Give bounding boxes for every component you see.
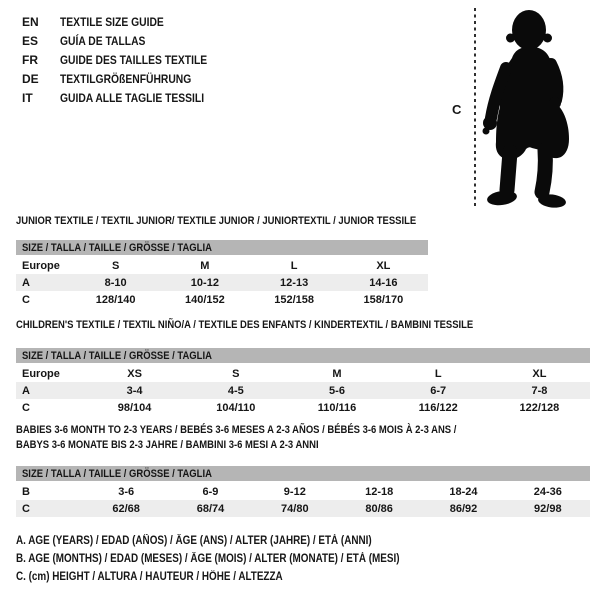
size-cell: 5-6 [329,384,345,397]
size-cell: S [111,259,120,272]
row-label: C [22,293,30,306]
table-row [16,483,590,500]
row-label: B [22,485,30,498]
size-cell: M [332,367,342,380]
size-cell: 10-12 [190,276,219,289]
footnote-c: C. (cm) HEIGHT / ALTURA / HAUTEUR / HÖHE / ALTEZZA [16,571,283,583]
size-cell: 104/110 [216,401,256,414]
footnotes [16,532,462,586]
table-row [16,365,590,382]
table-title: BABIES 3-6 MONTH TO 2-3 YEARS / BEBÉS 3-6 MESES A 2-3 AÑOS / BÉBÉS 3-6 MOIS À 2-3 ANS / [16,424,457,436]
size-cell: 86/92 [449,502,478,515]
size-cell: 8-10 [104,276,127,289]
size-cell: XL [532,367,547,380]
row-label: A [22,384,30,397]
size-header-bar [16,348,590,363]
table-title: JUNIOR TEXTILE / TEXTIL JUNIOR/ TEXTILE JUNIOR / JUNIORTEXTIL / JUNIOR TESSILE [16,215,417,227]
size-cell: 116/122 [418,401,458,414]
size-cell: M [200,259,210,272]
size-header-bar [16,466,590,481]
size-cell: 18-24 [449,485,478,498]
row-label: C [22,401,30,414]
size-cell: 158/170 [363,293,404,306]
size-cell: 140/152 [184,293,225,306]
size-cell: 9-12 [283,485,306,498]
size-cell: 12-13 [280,276,309,289]
language-code: DE [22,71,39,86]
table-title: BABYS 3-6 MONATE BIS 2-3 JAHRE / BAMBINI 3-6 MESI A 2-3 ANNI [16,439,319,451]
language-row [22,31,231,50]
language-row [22,69,231,88]
size-cell: 4-5 [227,384,244,397]
size-header-text: SIZE / TALLA / TAILLE / GRÖSSE / TAGLIA [22,241,212,254]
size-header-bar [16,240,428,255]
language-row [22,88,231,107]
row-label: Europe [22,367,60,380]
size-cell: 110/116 [317,401,357,414]
size-cell: 7-8 [531,384,548,397]
table-titles [16,215,428,228]
size-cell: 3-6 [118,485,135,498]
language-guide-list [22,12,231,107]
language-label: TEXTILE SIZE GUIDE [60,14,164,29]
size-cell: 98/104 [117,401,152,414]
size-header-text: SIZE / TALLA / TAILLE / GRÖSSE / TAGLIA [22,349,212,362]
language-row [22,50,231,69]
size-cell: XL [376,259,391,272]
size-cell: 24-36 [533,485,562,498]
footnote-b: B. AGE (MONTHS) / EDAD (MESES) / ÂGE (MOIS) / ALTER (MONATE) / ETÀ (MESI) [16,553,400,565]
language-label: GUIDA ALLE TAGLIE TESSILI [60,90,205,105]
language-row [22,12,231,31]
table-titles [16,319,590,332]
size-cell: 3-4 [126,384,143,397]
babies-size-table-section [16,423,590,517]
size-cell: 68/74 [196,502,225,515]
size-cell: 92/98 [534,502,562,515]
height-measure-line [472,6,478,210]
row-label: Europe [22,259,60,272]
size-cell: 80/86 [365,502,393,515]
table-row [16,399,590,416]
height-measure-label: C [452,102,462,117]
language-code: IT [22,90,33,105]
size-cell: L [434,367,442,380]
size-cell: L [290,259,298,272]
table-titles [16,423,590,453]
table-rows [16,483,590,517]
footnote-a: A. AGE (YEARS) / EDAD (AÑOS) / ÂGE (ANS) / ALTER (JAHRE) / ETÀ (ANNI) [16,535,372,547]
children-size-table-section [16,319,590,416]
row-label: A [22,276,30,289]
table-row [16,500,590,517]
table-row [16,257,428,274]
language-code: ES [22,33,39,48]
table-row [16,274,428,291]
language-code: FR [22,52,38,67]
size-cell: 74/80 [281,502,309,515]
size-cell: 14-16 [369,276,398,289]
table-title: CHILDREN'S TEXTILE / TEXTIL NIÑO/A / TEXTILE DES ENFANTS / KINDERTEXTIL / BAMBINI TESSILE [16,319,474,331]
size-cell: 152/158 [274,293,314,306]
junior-size-table-section [16,215,428,308]
size-cell: 122/128 [519,401,560,414]
baby-silhouette-image [479,2,591,214]
language-label: TEXTILGRÖßENFÜHRUNG [60,71,192,86]
table-row [16,382,590,399]
row-label: C [22,502,30,515]
language-code: EN [22,14,39,29]
size-cell: 6-7 [430,384,447,397]
table-rows [16,257,428,308]
language-label: GUÍA DE TALLAS [60,33,146,48]
table-row [16,291,428,308]
language-label: GUIDE DES TAILLES TEXTILE [60,52,208,67]
table-rows [16,365,590,416]
size-header-text: SIZE / TALLA / TAILLE / GRÖSSE / TAGLIA [22,467,212,480]
size-cell: 6-9 [202,485,219,498]
size-cell: 128/140 [95,293,136,306]
size-cell: 12-18 [365,485,394,498]
size-cell: XS [127,367,142,380]
size-cell: S [232,367,240,380]
size-cell: 62/68 [112,502,140,515]
